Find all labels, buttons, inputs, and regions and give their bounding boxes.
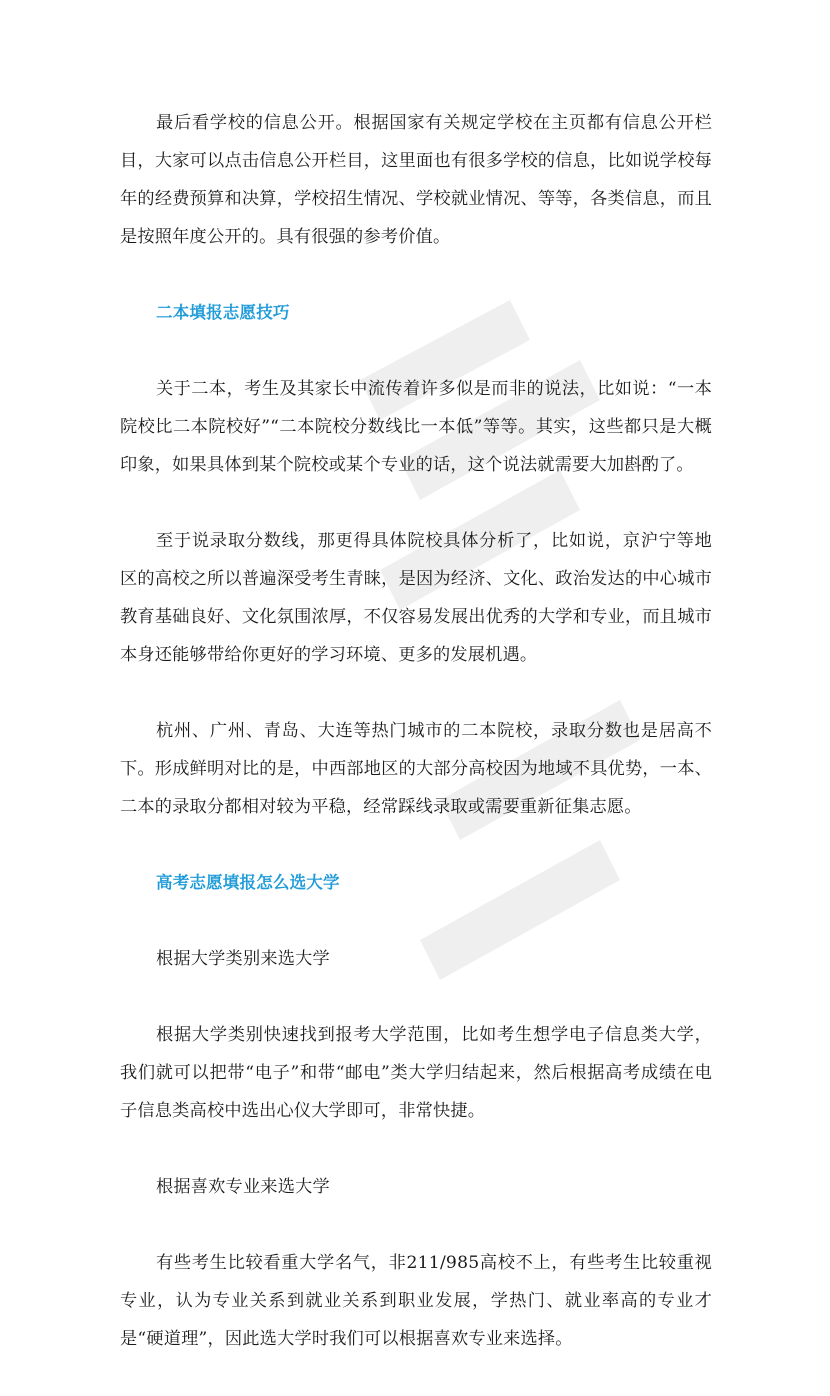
paragraph-text: 最后看学校的信息公开。根据国家有关规定学校在主页都有信息公开栏目，大家可以点击信息公开栏目，这里面也有很多学校的信息，比如说学校每年的经费预算和决算，学校招生情况、学校就业情况、等等，各类信息，而且是按照年度公开的。具有很强的参考价值。 [120,113,712,247]
document-body [120,104,712,1396]
section-heading: 高考志愿填报怎么选大学 [156,873,340,892]
paragraph-by-major [120,1244,712,1358]
paragraph-by-category [120,1016,712,1130]
paragraph-score-line [120,522,712,674]
paragraph-text: 有些考生比较看重大学名气，非211/985高校不上，有些考生比较重视专业，认为专业关系到就业关系到职业发展，学热门、就业率高的专业才是“硬道理”，因此选大学时我们可以根据喜欢专业来选择。 [120,1253,712,1349]
paragraph-text: 关于二本，考生及其家长中流传着许多似是而非的说法，比如说：“一本院校比二本院校好”“二本院校分数线比一本低”等等。其实，这些都只是大概印象，如果具体到某个院校或某个专业的话，这个说法就需要大加斟酌了。 [120,379,712,475]
paragraph-text: 根据大学类别来选大学 [156,949,330,969]
paragraph-text: 根据大学类别快速找到报考大学范围，比如考生想学电子信息类大学，我们就可以把带“电子”和带“邮电”类大学归结起来，然后根据高考成绩在电子信息类高校中选出心仪大学即可，非常快捷。 [120,1025,712,1121]
heading-erben-tips [120,294,712,332]
paragraph-text: 杭州、广州、青岛、大连等热门城市的二本院校，录取分数也是居高不下。形成鲜明对比的是，中西部地区的大部分高校因为地域不具优势，一本、二本的录取分都相对较为平稳，经常踩线录取或需要重新征集志愿。 [120,721,712,817]
paragraph-hot-cities [120,712,712,826]
section-heading: 二本填报志愿技巧 [156,303,290,322]
heading-choose-university [120,864,712,902]
paragraph-info-disclosure [120,104,712,256]
paragraph-text: 根据喜欢专业来选大学 [156,1177,330,1197]
paragraph-text: 至于说录取分数线，那更得具体院校具体分析了，比如说，京沪宁等地区的高校之所以普遍深受考生青睐，是因为经济、文化、政治发达的中心城市教育基础良好、文化氛围浓厚，不仅容易发展出优秀的大学和专业，而且城市本身还能够带给你更好的学习环境、更多的发展机遇。 [120,531,712,665]
subheading-by-category [120,940,712,978]
paragraph-erben-intro [120,370,712,484]
